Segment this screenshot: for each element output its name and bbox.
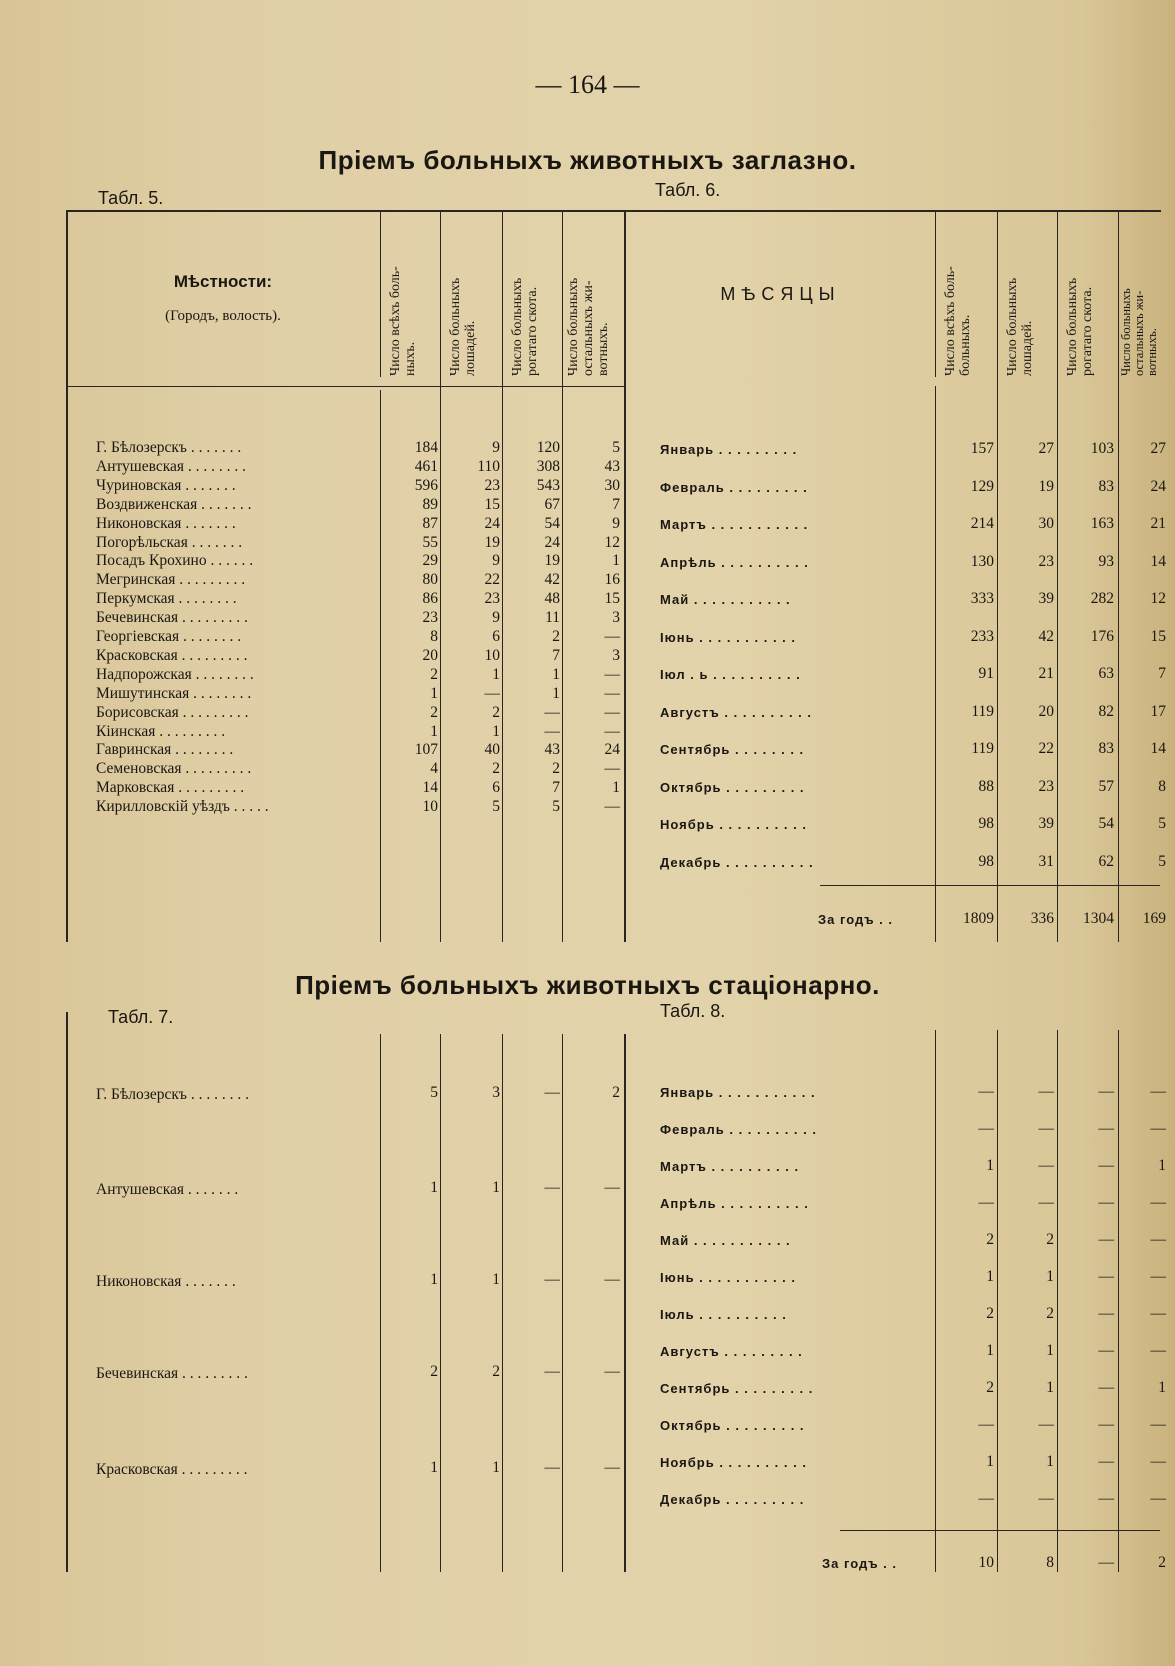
table8-cell: 2: [1046, 1231, 1054, 1248]
table6-total-all: 1809: [963, 910, 994, 927]
table8-cell: —: [1038, 1416, 1054, 1433]
month-label: Декабрь . . . . . . . . . .: [660, 854, 814, 870]
locality-name: Мегринская . . . . . . . . .: [96, 571, 246, 589]
table8-cell: 1: [986, 1453, 994, 1470]
table8-cell: —: [978, 1083, 994, 1100]
table5-cell: 48: [544, 590, 560, 608]
table5-cell: 24: [484, 514, 500, 532]
table6-cell: 129: [970, 477, 994, 495]
table6-cell: 82: [1098, 702, 1114, 720]
table6-cell: 22: [1038, 740, 1054, 757]
table5-cell: —: [604, 703, 620, 721]
table8-cell: —: [1038, 1083, 1054, 1100]
table7-cell: —: [544, 1179, 560, 1196]
table6-cell: 39: [1038, 815, 1054, 832]
localities-header: Мѣстности:: [173, 272, 273, 291]
table7-cell: 5: [430, 1084, 438, 1101]
table5-cell: 55: [422, 533, 438, 551]
table7-cell: 2: [612, 1084, 620, 1101]
months-header: МѢСЯЦЫ: [720, 284, 841, 304]
table6-cell: 157: [970, 440, 994, 457]
table5-cell: 14: [422, 779, 438, 797]
table8-cell: —: [1150, 1194, 1166, 1211]
month-label: Апрѣль . . . . . . . . . .: [660, 1196, 809, 1211]
table5-cell: 461: [414, 457, 438, 475]
table6-total-cattle: 1304: [1083, 910, 1114, 927]
table5-cell: 3: [612, 609, 620, 627]
table6-total-horses: 336: [1030, 910, 1054, 927]
table7-cell: —: [604, 1179, 620, 1196]
table6-cell: 8: [1158, 777, 1166, 795]
table5-cell: 5: [612, 439, 620, 456]
locality-name: Георгіевская . . . . . . . .: [96, 628, 242, 645]
month-label: Іюль . . . . . . . . . .: [660, 1307, 787, 1322]
table7-label: Табл. 7.: [108, 1007, 174, 1027]
table8-cell: —: [1098, 1342, 1114, 1359]
table5-cell: 1: [430, 722, 438, 740]
table5-cell: 29: [422, 552, 438, 570]
table5-cell: 1: [612, 779, 620, 797]
table5-cell: 2: [492, 760, 500, 778]
table5-cell: 7: [552, 646, 560, 664]
table5-cell: 2: [552, 760, 560, 778]
table8-cell: —: [978, 1416, 994, 1433]
table6-cell: 98: [978, 852, 994, 870]
col-divider: [624, 1034, 626, 1572]
table5-cell: 67: [544, 495, 560, 513]
table6-cell: 27: [1150, 440, 1166, 457]
month-label: Августъ . . . . . . . . .: [660, 1344, 803, 1359]
table8-cell: 2: [1046, 1305, 1054, 1322]
month-label: Мартъ . . . . . . . . . . .: [660, 517, 809, 532]
table5-cell: 23: [484, 476, 500, 494]
col-divider: [562, 212, 563, 942]
table5-cell: 2: [430, 665, 438, 683]
table5-cell: 543: [536, 476, 560, 494]
table8-total-label: За годъ . .: [822, 1556, 898, 1571]
month-label: Сентябрь . . . . . . . . .: [660, 1381, 814, 1396]
locality-name: Чуриновская . . . . . . .: [96, 476, 236, 494]
section2-title: Пріемъ больныхъ животныхъ стаціонарно.: [295, 970, 880, 1000]
table6-cell: 15: [1150, 627, 1166, 645]
month-label: Февраль . . . . . . . . .: [660, 479, 808, 495]
table5-cell: 10: [484, 646, 500, 664]
section1-title: Пріемъ больныхъ животныхъ заглазно.: [318, 145, 857, 175]
table6-cell: 62: [1098, 852, 1114, 870]
table5-cell: 1: [612, 552, 620, 570]
col-divider: [380, 1034, 381, 1572]
table6-cell: 21: [1150, 515, 1166, 532]
table6-label: Табл. 6.: [655, 180, 721, 200]
table5-cell: 22: [484, 571, 500, 589]
col-divider: [440, 1034, 441, 1572]
table8-cell: —: [1098, 1453, 1114, 1470]
table6-cell: 91: [978, 665, 994, 682]
table5-cell: 2: [430, 703, 438, 721]
table8-cell: —: [1098, 1231, 1114, 1248]
locality-name: Г. Бѣлозерскъ . . . . . . .: [96, 439, 242, 456]
table6-cell: 119: [971, 740, 994, 757]
table5-cell: 184: [414, 439, 438, 456]
locality-name: Кіинская . . . . . . . . .: [96, 722, 226, 740]
table8-cell: —: [1098, 1083, 1114, 1100]
table6-cell: 20: [1038, 702, 1054, 720]
table6-cell: 63: [1098, 665, 1114, 682]
col-divider: [502, 1034, 503, 1572]
table8-cell: 1: [1046, 1379, 1054, 1396]
table8-cell: —: [1098, 1305, 1114, 1322]
table8-cell: 1: [986, 1157, 994, 1174]
table6-cell: 83: [1098, 740, 1114, 757]
table5-cell: —: [544, 722, 560, 740]
table6-cell: 98: [978, 815, 994, 832]
month-label: Іюнь . . . . . . . . . . .: [660, 1270, 797, 1285]
locality-name: Красковская . . . . . . . . .: [96, 646, 248, 664]
table5-cell: 30: [604, 476, 620, 494]
table5-cell: —: [544, 703, 560, 721]
table5-cell: 6: [492, 779, 500, 797]
locality-name: Бечевинская . . . . . . . . .: [96, 1365, 248, 1382]
table5-cell: 4: [430, 760, 438, 778]
table8-cell: —: [1150, 1083, 1166, 1100]
col-divider: [935, 1030, 936, 1572]
table6-cell: 19: [1038, 477, 1054, 495]
col-horses-header: Число больныхъ лошадей.: [448, 277, 478, 376]
month-label: Май . . . . . . . . . . .: [660, 592, 791, 607]
month-label: Январь . . . . . . . . . . .: [660, 1085, 816, 1100]
table5-cell: 7: [552, 779, 560, 797]
locality-name: Бечевинская . . . . . . . . .: [96, 609, 248, 627]
table7-cell: —: [544, 1363, 560, 1380]
table6-cell: 14: [1150, 740, 1166, 757]
month-label: Сентябрь . . . . . . . .: [660, 742, 805, 757]
table5-cell: 19: [544, 552, 560, 570]
col-divider: [380, 212, 381, 377]
table5-cell: 5: [492, 798, 500, 816]
col-divider: [440, 212, 441, 942]
table5-cell: 87: [422, 514, 438, 532]
table5-cell: 107: [414, 741, 438, 759]
table5-cell: 40: [484, 741, 500, 759]
table6-cell: 233: [970, 627, 994, 645]
table8-cell: —: [1098, 1416, 1114, 1433]
table5-label: Табл. 5.: [98, 188, 164, 208]
month-label: Ноябрь . . . . . . . . . .: [660, 1455, 807, 1470]
month-label: Мартъ . . . . . . . . . .: [660, 1159, 800, 1174]
table5-cell: 12: [604, 533, 620, 551]
month-label: Декабрь . . . . . . . . .: [660, 1492, 805, 1507]
col-cattle-header: Число больныхъ рогатаго скота.: [510, 277, 540, 376]
table5-cell: 9: [612, 514, 620, 532]
table6-cell: 24: [1150, 477, 1166, 495]
month-label: Ноябрь . . . . . . . . . .: [660, 817, 807, 832]
table8-cell: 1: [1158, 1379, 1166, 1396]
table8-cell: —: [1098, 1157, 1114, 1174]
table6-cell: 5: [1158, 852, 1166, 870]
table7-cell: 1: [430, 1179, 438, 1196]
table5-cell: 15: [604, 590, 620, 608]
table6-cell: 103: [1090, 440, 1114, 457]
locality-name: Борисовская . . . . . . . . .: [96, 703, 249, 721]
col-other-header: Число больныхъ остальныхъ жи- вотныхъ.: [566, 277, 611, 376]
month-label: Май . . . . . . . . . . .: [660, 1233, 791, 1248]
table6-cell: 23: [1038, 777, 1054, 795]
month-label: Іюнь . . . . . . . . . . .: [660, 629, 797, 645]
table7-cell: —: [604, 1271, 620, 1288]
table5-cell: 9: [492, 439, 500, 456]
table6-total-other: 169: [1142, 910, 1166, 927]
table5-cell: —: [604, 628, 620, 645]
table6-cell: 83: [1098, 477, 1114, 495]
locality-name: Гавринская . . . . . . . .: [96, 741, 234, 759]
table8-cell: —: [1038, 1490, 1054, 1507]
locality-name: Антушевская . . . . . . . .: [96, 457, 247, 475]
table5-cell: 120: [536, 439, 560, 456]
table8-cell: 2: [986, 1305, 994, 1322]
locality-name: Погорѣльская . . . . . . .: [96, 533, 243, 551]
table5-cell: 8: [430, 628, 438, 645]
table8-cell: 1: [986, 1268, 994, 1285]
table5-cell: 16: [604, 571, 620, 589]
table7-cell: —: [544, 1459, 560, 1476]
table6-cell: 57: [1098, 777, 1114, 795]
table8-total-all: 10: [978, 1554, 994, 1571]
table5-cell: 1: [552, 665, 560, 683]
month-label: Октябрь . . . . . . . . .: [660, 779, 805, 795]
table5-cell: —: [604, 798, 620, 816]
locality-name: Г. Бѣлозерскъ . . . . . . . .: [96, 1086, 249, 1103]
table8-cell: 2: [986, 1379, 994, 1396]
table5-cell: 6: [492, 628, 500, 645]
table8-total-cattle: —: [1098, 1554, 1114, 1571]
month-label: Январь . . . . . . . . .: [660, 442, 798, 457]
table8-cell: —: [1098, 1268, 1114, 1285]
table8-cell: —: [1150, 1416, 1166, 1433]
locality-name: Посадъ Крохино . . . . . .: [96, 552, 254, 570]
table8-cell: —: [1150, 1453, 1166, 1470]
locality-name: Никоновская . . . . . . .: [96, 514, 236, 532]
col-divider: [935, 386, 936, 942]
table5-cell: 9: [492, 552, 500, 570]
table5-cell: 1: [492, 665, 500, 683]
table6-cell: 42: [1038, 627, 1054, 645]
table5-cell: 24: [604, 741, 620, 759]
table6-total-label: За годъ . .: [818, 912, 894, 927]
table6-cell: 21: [1038, 665, 1054, 682]
table8-total-other: 2: [1158, 1554, 1166, 1571]
table7-cell: —: [604, 1459, 620, 1476]
table8-cell: 2: [986, 1231, 994, 1248]
col-horses-r-header: Число больныхъ лошадей.: [1005, 277, 1035, 376]
table8-cell: —: [1038, 1157, 1054, 1174]
table7-cell: 1: [492, 1271, 500, 1288]
table6-cell: 333: [970, 590, 994, 607]
table7-cell: —: [604, 1363, 620, 1380]
table6-cell: 30: [1038, 515, 1054, 532]
table5-cell: —: [604, 665, 620, 683]
table6-cell: 5: [1158, 815, 1166, 832]
table5-cell: —: [604, 684, 620, 702]
locality-name: Антушевская . . . . . . .: [96, 1181, 239, 1198]
table8-cell: —: [1150, 1342, 1166, 1359]
table6-cell: 214: [970, 515, 994, 532]
table5-cell: 2: [552, 628, 560, 645]
table6-cell: 163: [1090, 515, 1114, 532]
col-divider: [66, 1012, 68, 1572]
locality-name: Мишутинская . . . . . . . .: [96, 684, 252, 702]
locality-name: Воздвиженская . . . . . . .: [96, 495, 252, 513]
col-divider: [502, 212, 503, 942]
table5-cell: 43: [544, 741, 560, 759]
col-divider: [380, 390, 381, 942]
table8-cell: —: [1150, 1231, 1166, 1248]
table5-cell: 23: [484, 590, 500, 608]
table6-cell: 7: [1158, 665, 1166, 682]
table5-cell: 10: [422, 798, 438, 816]
locality-name: Красковская . . . . . . . . .: [96, 1461, 248, 1478]
table7-cell: —: [544, 1271, 560, 1288]
table6-cell: 130: [970, 552, 994, 570]
table6-cell: 54: [1098, 815, 1114, 832]
table5-cell: 20: [422, 646, 438, 664]
month-label: Февраль . . . . . . . . . .: [660, 1122, 817, 1137]
table7-cell: —: [544, 1084, 560, 1101]
table8-cell: —: [1098, 1490, 1114, 1507]
col-divider: [624, 212, 626, 942]
month-label: Апрѣль . . . . . . . . . .: [660, 554, 809, 570]
table5-cell: 89: [422, 495, 438, 513]
table6-cell: 119: [971, 702, 994, 720]
table7-cell: 2: [430, 1363, 438, 1380]
page-number: — 164 —: [535, 70, 640, 99]
table5-cell: 42: [544, 571, 560, 589]
table8-cell: —: [1098, 1194, 1114, 1211]
locality-name: Никоновская . . . . . . .: [96, 1273, 236, 1290]
table8-cell: —: [1150, 1305, 1166, 1322]
table8-cell: —: [1150, 1268, 1166, 1285]
table8-cell: 1: [1046, 1268, 1054, 1285]
table6-cell: 14: [1150, 552, 1166, 570]
table7-cell: 3: [492, 1084, 500, 1101]
table6-cell: 17: [1150, 702, 1166, 720]
table8-label: Табл. 8.: [660, 1001, 726, 1021]
table5-cell: 19: [484, 533, 500, 551]
table5-cell: —: [604, 760, 620, 778]
table5-cell: 1: [552, 684, 560, 702]
table5-cell: 1: [430, 684, 438, 702]
table8-total-horses: 8: [1046, 1554, 1054, 1571]
col-divider: [935, 212, 936, 377]
table5-cell: 110: [477, 457, 500, 475]
table5-cell: 596: [414, 476, 438, 494]
table6-cell: 88: [978, 777, 994, 795]
table5-cell: —: [484, 684, 500, 702]
col-all-r-header: Число всѣхъ боль- больныхъ.: [943, 266, 973, 376]
table8-cell: —: [1038, 1194, 1054, 1211]
table5-cell: 308: [536, 457, 560, 475]
table6-cell: 27: [1038, 440, 1054, 457]
table8-cell: —: [1150, 1490, 1166, 1507]
table8-cell: —: [1150, 1120, 1166, 1137]
table6-cell: 282: [1090, 590, 1114, 607]
table8-cell: 1: [1158, 1157, 1166, 1174]
table5-cell: 43: [604, 457, 620, 475]
month-label: Іюл . ь . . . . . . . . . .: [660, 667, 801, 682]
month-label: Октябрь . . . . . . . . .: [660, 1418, 805, 1433]
col-all-header: Число всѣхъ боль- ныхъ.: [388, 266, 418, 376]
table6-cell: 39: [1038, 590, 1054, 607]
locality-name: Семеновская . . . . . . . . .: [96, 760, 252, 778]
table5-cell: 9: [492, 609, 500, 627]
col-divider: [562, 1034, 563, 1572]
table5-cell: 3: [612, 646, 620, 664]
table8-cell: 1: [1046, 1342, 1054, 1359]
month-label: Августъ . . . . . . . . . .: [660, 704, 813, 720]
table7-cell: 2: [492, 1363, 500, 1380]
locality-name: Марковская . . . . . . . . .: [96, 779, 245, 797]
table5-cell: 54: [544, 514, 560, 532]
table8-cell: —: [978, 1120, 994, 1137]
table7-cell: 1: [430, 1459, 438, 1476]
table5-cell: —: [604, 722, 620, 740]
table5-cell: 24: [544, 533, 560, 551]
table8-total-rule: [840, 1530, 1160, 1531]
table6-cell: 23: [1038, 552, 1054, 570]
table5-header-rule: [66, 386, 626, 387]
table5-cell: 23: [422, 609, 438, 627]
table8-cell: —: [978, 1194, 994, 1211]
localities-subheader: (Городъ, волость).: [165, 308, 281, 324]
table6-cell: 12: [1150, 590, 1166, 607]
table6-cell: 93: [1098, 552, 1114, 570]
table8-cell: 1: [1046, 1453, 1054, 1470]
table5-cell: 1: [492, 722, 500, 740]
table6-cell: 31: [1038, 852, 1054, 870]
table5-cell: 5: [552, 798, 560, 816]
table5-cell: 80: [422, 571, 438, 589]
table6-total-rule: [820, 885, 1160, 886]
table8-cell: —: [1098, 1379, 1114, 1396]
table8-cell: —: [1098, 1120, 1114, 1137]
locality-name: Надпорожская . . . . . . . .: [96, 665, 254, 683]
table7-cell: 1: [430, 1271, 438, 1288]
table7-cell: 1: [492, 1179, 500, 1196]
table8-cell: —: [1038, 1120, 1054, 1137]
table8-cell: —: [978, 1490, 994, 1507]
table5-cell: 11: [545, 609, 560, 627]
locality-name: Перкумская . . . . . . . .: [96, 590, 237, 608]
table7-cell: 1: [492, 1459, 500, 1476]
table5-cell: 2: [492, 703, 500, 721]
table8-cell: 1: [986, 1342, 994, 1359]
col-other-r-header: Число больныхъ остальныхъ жи- вотныхъ.: [1119, 288, 1159, 376]
locality-name: Кирилловскій уѣздъ . . . . .: [96, 798, 269, 816]
table5-cell: 15: [484, 495, 500, 513]
table5-cell: 7: [612, 495, 620, 513]
col-cattle-r-header: Число больныхъ рогатаго скота.: [1065, 277, 1095, 376]
table6-cell: 176: [1090, 627, 1114, 645]
table5-cell: 86: [422, 590, 438, 608]
